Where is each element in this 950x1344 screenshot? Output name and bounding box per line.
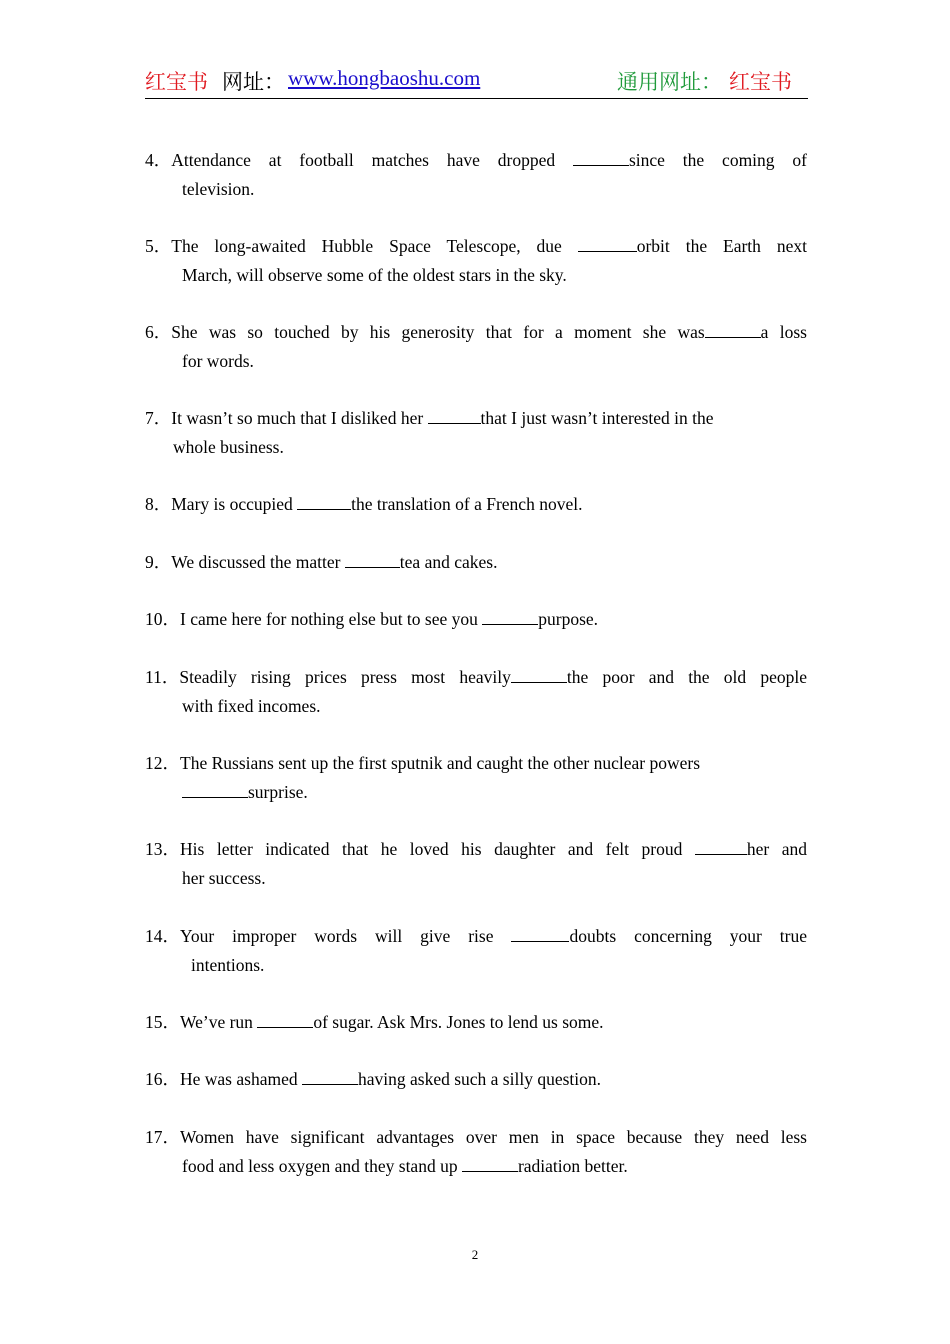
question-item: 6．She was so touched by his generosity that for a moment she was a loss for words.	[145, 322, 807, 371]
brand-name-right: 红宝书	[729, 70, 792, 94]
brand-name-left: 红宝书	[145, 70, 208, 94]
page-number: 2	[471, 1247, 479, 1262]
answer-blank[interactable]	[428, 406, 481, 424]
question-item: 14．Your improper words will give rise doubts concerning your true intentions.	[145, 926, 807, 975]
website-label: 网址：	[222, 70, 285, 94]
answer-blank[interactable]	[257, 1010, 313, 1028]
question-item: 5．The long-awaited Hubble Space Telescope, due orbit the Earth next March, will observe some of the oldest stars in the sky.	[145, 236, 807, 285]
question-item: 13．His letter indicated that he loved his daughter and felt proud her and her success.	[145, 839, 807, 888]
question-item: 9．We discussed the matter tea and cakes.	[145, 552, 498, 572]
answer-blank[interactable]	[573, 148, 629, 166]
question-item: 7．It wasn’t so much that I disliked her that I just wasn’t interested in the whole business.	[145, 408, 714, 457]
answer-blank[interactable]	[302, 1067, 358, 1085]
answer-blank[interactable]	[462, 1154, 518, 1172]
question-item: 15．We’ve run of sugar. Ask Mrs. Jones to lend us some.	[145, 1012, 604, 1032]
answer-blank[interactable]	[297, 492, 351, 510]
general-url-label: 通用网址：	[617, 70, 722, 94]
question-item: 17．Women have significant advantages over men in space because they need less food and less oxygen and they stand up radiation better.	[145, 1127, 807, 1176]
answer-blank[interactable]	[578, 234, 637, 252]
answer-blank[interactable]	[345, 550, 400, 568]
answer-blank[interactable]	[695, 837, 747, 855]
question-item: 16．He was ashamed having asked such a silly question.	[145, 1069, 602, 1089]
website-link[interactable]: www.hongbaoshu.com	[288, 66, 481, 90]
answer-blank[interactable]	[182, 780, 248, 798]
question-item: 8．Mary is occupied the translation of a French novel.	[145, 494, 583, 514]
answer-blank[interactable]	[705, 320, 761, 338]
answer-blank[interactable]	[482, 607, 538, 625]
question-item: 12．The Russians sent up the first sputnik and caught the other nuclear powers surprise.	[145, 753, 701, 802]
question-item: 4．Attendance at football matches have dropped since the coming of television.	[145, 150, 807, 199]
header-divider	[145, 98, 808, 99]
answer-blank[interactable]	[511, 924, 569, 942]
page-header	[145, 66, 808, 98]
question-item: 10．I came here for nothing else but to see you purpose.	[145, 609, 599, 629]
answer-blank[interactable]	[511, 665, 567, 683]
question-item: 11．Steadily rising prices press most heavily the poor and the old people with fixed incomes.	[145, 667, 807, 716]
